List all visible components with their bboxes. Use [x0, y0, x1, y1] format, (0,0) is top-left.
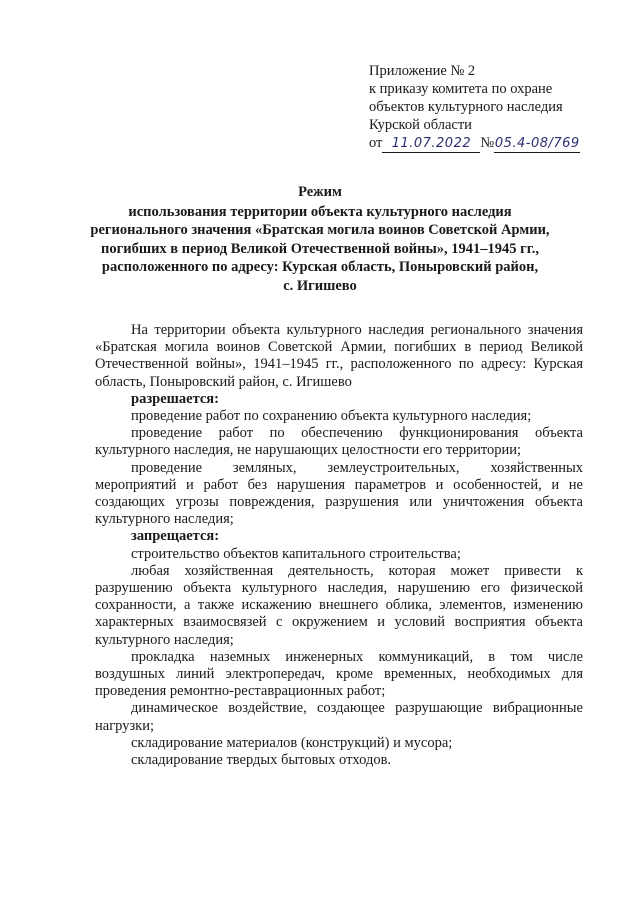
title-line: расположенного по адресу: Курская область, Поныровский район,: [101, 259, 539, 275]
intro-paragraph: На территории объекта культурного наследия регионального значения «Братская могила воинов Советской Армии, погибших в период Великой Отечественной войны», 1941–1945 гг., расположенного по адресу: Курская область, Поныровский район, с. Игишево: [95, 322, 583, 390]
forbidden-item: складирование материалов (конструкций) и мусора;: [131, 734, 453, 751]
forbidden-item: динамическое воздействие, создающее разрушающие вибрационные нагрузки;: [95, 700, 583, 734]
title-heading: Режим: [298, 184, 342, 200]
appendix-order-line: к приказу комитета по охране: [369, 81, 553, 97]
appendix-header: [369, 62, 619, 153]
title-line: использования территории объекта культурного наследия: [128, 203, 512, 220]
allowed-item: проведение земляных, землеустроительных, хозяйственных мероприятий и работ без нарушения параметров и особенностей, и не создающих угрозы повреждения, разрушения или уничтожения объекта культурного наследия;: [95, 459, 583, 528]
order-number-handwritten: 05.4-08/769: [494, 136, 580, 151]
forbidden-item: строительство объектов капитального строительства;: [131, 545, 461, 562]
order-date-field: [382, 135, 480, 153]
title-line: погибших в период Великой Отечественной войны», 1941–1945 гг.,: [101, 240, 539, 257]
appendix-region-line: Курской области: [369, 117, 472, 133]
order-number-field: [494, 135, 580, 153]
allowed-item: проведение работ по обеспечению функционирования объекта культурного наследия, не нарушающих целостности его территории;: [95, 425, 583, 459]
title-line: регионального значения «Братская могила воинов Советской Армии,: [90, 222, 550, 238]
document-title: [90, 183, 550, 295]
forbidden-item: прокладка наземных инженерных коммуникаций, в том числе воздушных линий электропередач, кроме временных, необходимых для проведения ремонтно-реставрационных работ;: [95, 648, 583, 700]
forbidden-label: запрещается:: [131, 528, 220, 545]
allowed-label: разрешается:: [131, 390, 219, 407]
allowed-item: проведение работ по сохранению объекта культурного наследия;: [131, 408, 532, 425]
document-body: [95, 322, 583, 769]
appendix-committee-line: объектов культурного наследия: [369, 99, 563, 115]
order-date-line: [369, 134, 619, 153]
order-number-sign: №: [480, 135, 495, 151]
order-date-handwritten: 11.07.2022: [391, 136, 472, 151]
title-line: с. Игишево: [283, 277, 357, 294]
forbidden-item: любая хозяйственная деятельность, которая может привести к разрушению объекта культурного наследия, нарушению его физической сохранности, а также искажению внешнего облика, элементов, изменению характерных взаимосвязей с окружением и условий восприятия объекта культурного наследия;: [95, 562, 583, 648]
forbidden-item: складирование твердых бытовых отходов.: [131, 752, 392, 769]
appendix-number: Приложение № 2: [369, 63, 476, 79]
order-from-prefix: от: [369, 135, 383, 151]
